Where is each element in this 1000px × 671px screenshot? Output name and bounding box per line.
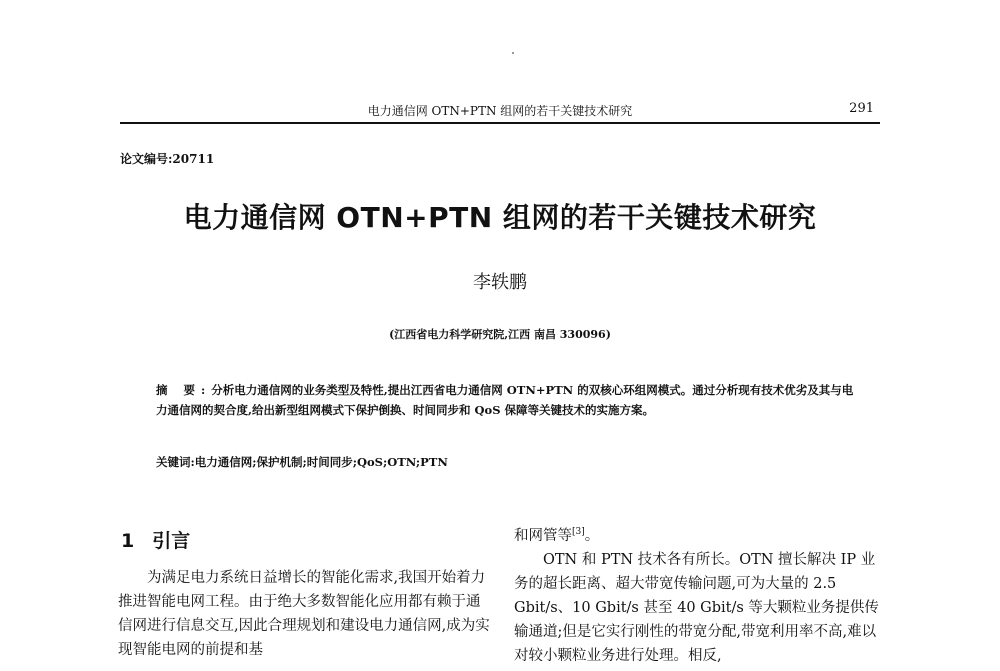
paper-id: 论文编号:20711 xyxy=(120,152,215,166)
continued-paragraph xyxy=(514,520,888,548)
running-header xyxy=(120,96,880,124)
body-paragraph: OTN 和 PTN 技术各有所长。OTN 擅长解决 IP 业务的超长距离、超大带宽传输问题,可为大量的 2.5 Gbit/s、10 Gbit/s 甚至 40 Gbit/s 等大颗粒业务提供传输通道;但是它实行刚性的带宽分配,带宽利用率不高,难以对较小颗粒业务进行处理。相反, xyxy=(514,551,879,664)
scan-speck xyxy=(512,52,514,54)
continued-text: 和网管等 xyxy=(514,527,572,544)
left-column xyxy=(118,566,490,662)
keywords xyxy=(156,454,856,470)
abstract-label: 摘 要: xyxy=(156,383,212,397)
page-number: 291 xyxy=(849,101,874,116)
section-number: 1 xyxy=(121,530,135,552)
abstract-text: 分析电力通信网的业务类型及特性,提出江西省电力通信网 OTN+PTN 的双核心环组网模式。通过分析现有技术优劣及其与电力通信网的契合度,给出新型组网模式下保护倒换、时间同步和 QoS 保障等关键技术的实施方案。 xyxy=(156,383,854,417)
citation-ref: [3] xyxy=(572,527,585,537)
abstract xyxy=(156,380,856,420)
section-heading xyxy=(121,526,190,553)
body-paragraph: 为满足电力系统日益增长的智能化需求,我国开始着力推进智能电网工程。由于绝大多数智能化应用都有赖于通信网进行信息交互,因此合理规划和建设电力通信网,成为实现智能电网的前提和基 xyxy=(118,570,490,658)
paper-title: 电力通信网 OTN+PTN 组网的若干关键技术研究 xyxy=(183,201,817,234)
author-affiliation: (江西省电力科学研究院,江西 南昌 330096) xyxy=(389,328,611,341)
keywords-text: 电力通信网;保护机制;时间同步;QoS;OTN;PTN xyxy=(194,455,448,469)
running-title: 电力通信网 OTN+PTN 组网的若干关键技术研究 xyxy=(367,104,633,118)
continued-end: 。 xyxy=(584,527,600,544)
section-title: 引言 xyxy=(152,530,191,552)
keywords-label: 关键词: xyxy=(156,455,195,469)
right-column xyxy=(514,520,888,668)
author-name: 李轶鹏 xyxy=(473,272,527,293)
